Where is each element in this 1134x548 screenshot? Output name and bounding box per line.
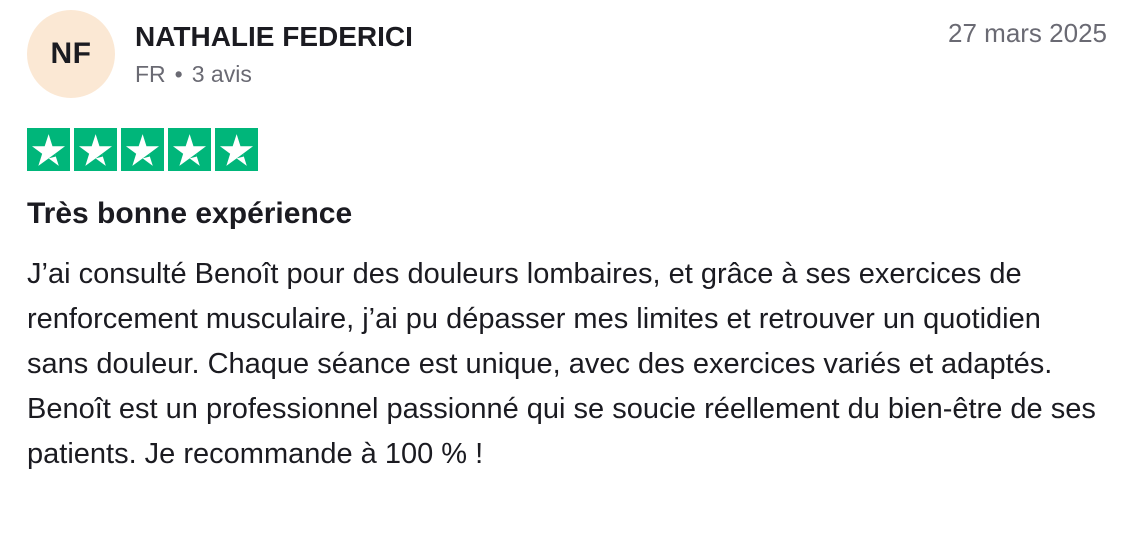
review-header bbox=[27, 10, 1107, 98]
trustpilot-star-icon bbox=[168, 128, 211, 171]
review-date: 27 mars 2025 bbox=[948, 18, 1107, 48]
reviewer-reviews-count: 3 avis bbox=[191, 61, 252, 88]
star-rating bbox=[27, 128, 1107, 171]
trustpilot-star-icon bbox=[121, 128, 164, 171]
reviewer-info bbox=[135, 20, 413, 87]
trustpilot-star-icon bbox=[74, 128, 117, 171]
reviewer-meta bbox=[135, 62, 413, 87]
reviewer-name[interactable]: NATHALIE FEDERICI bbox=[135, 21, 413, 53]
avatar[interactable]: NF bbox=[27, 10, 115, 98]
reviewer-country: FR bbox=[135, 61, 166, 88]
review-body: J’ai consulté Benoît pour des douleurs lombaires, et grâce à ses exercices de renforcement musculaire, j’ai pu dépasser mes limites et retrouver un quotidien sans douleur. Chaque séance est unique, avec des exercices variés et adaptés. Benoît est un professionnel passionné qui se soucie réellement du bien-être de ses patients. Je recommande à 100 % ! bbox=[27, 257, 1096, 470]
trustpilot-star-icon bbox=[215, 128, 258, 171]
bullet-separator-icon: • bbox=[174, 61, 183, 88]
review-title[interactable]: Très bonne expérience bbox=[27, 197, 353, 230]
trustpilot-star-icon bbox=[27, 128, 70, 171]
reviewer-profile-link[interactable] bbox=[27, 10, 413, 98]
